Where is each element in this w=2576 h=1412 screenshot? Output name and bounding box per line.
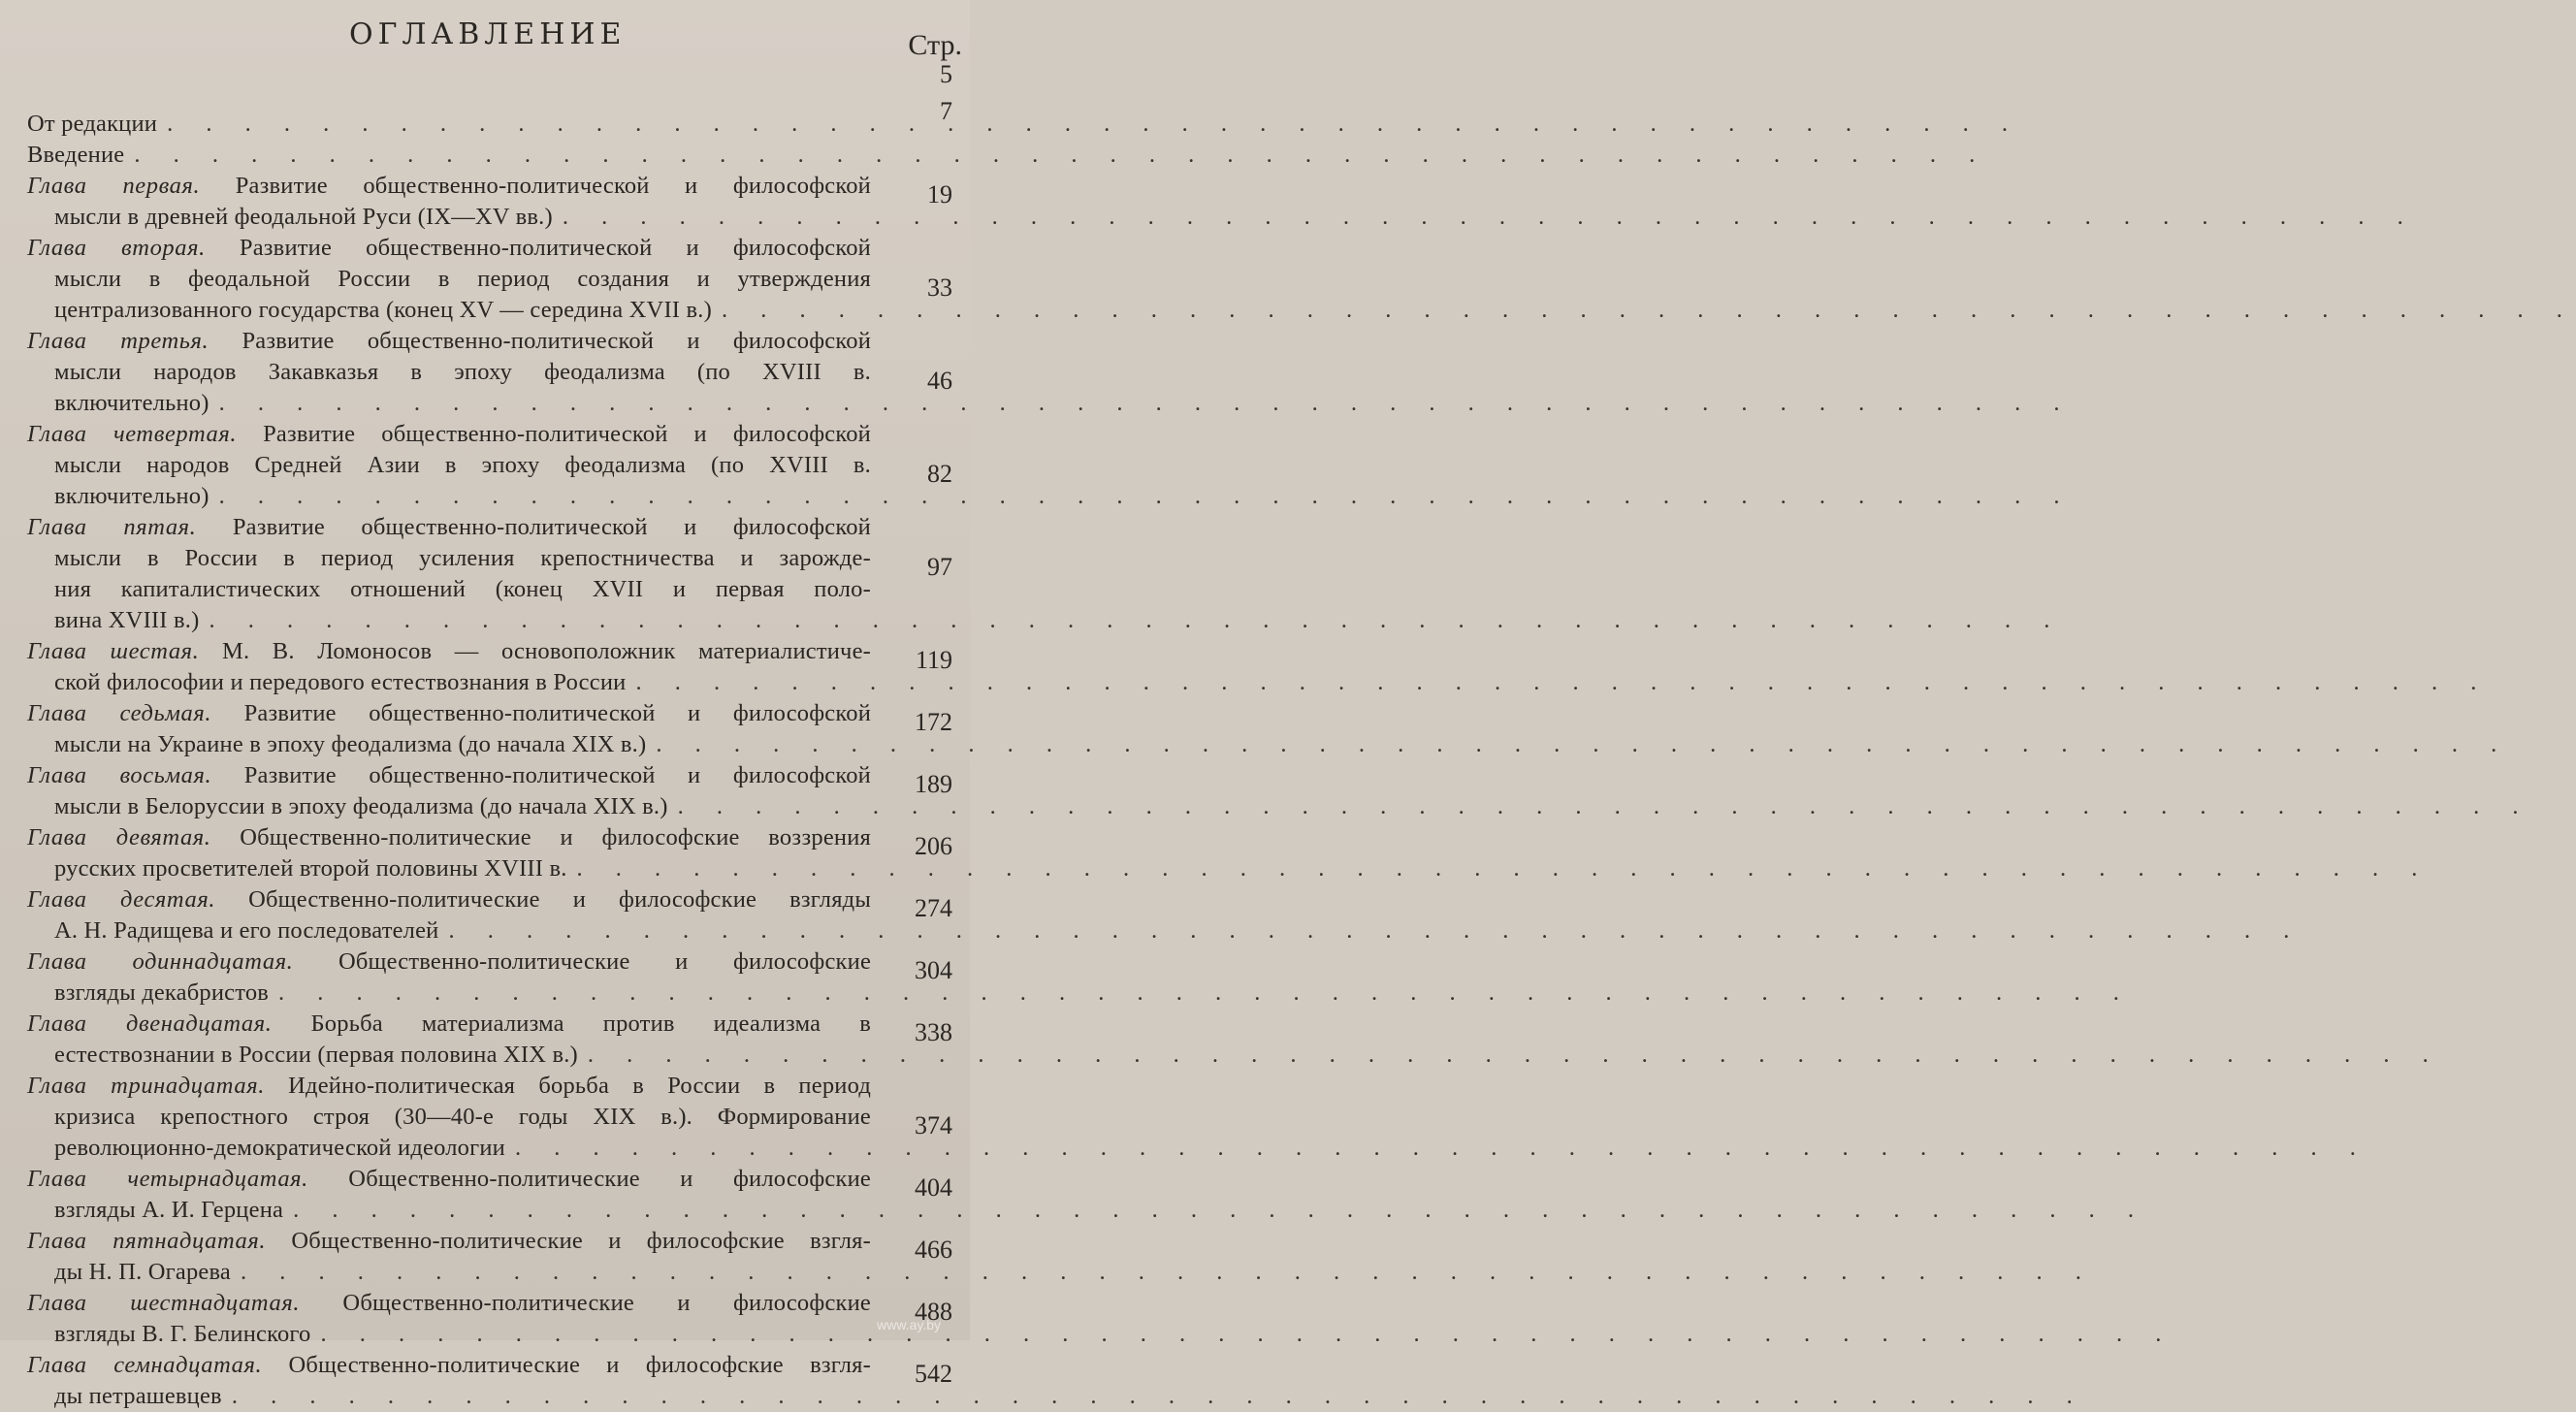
page-number: 97: [927, 553, 952, 581]
entry-text: ской философии и передового естествознания в России: [54, 669, 627, 695]
dot-leader: [219, 481, 2074, 512]
page-number: 82: [927, 460, 952, 488]
chapter-label: Глава одиннадцатая.: [27, 948, 294, 975]
toc-entry[interactable]: [27, 171, 871, 233]
toc-page: [0, 0, 970, 1409]
entry-text: мысли в России в период усиления крепостничества и зарожде-: [54, 545, 871, 571]
toc-entry[interactable]: [27, 109, 871, 140]
entry-text: Общественно-политические и философские воззрения: [240, 824, 872, 850]
toc-entry[interactable]: [27, 233, 871, 326]
entry-text: взгляды декабристов: [54, 979, 270, 1006]
toc-entry[interactable]: [27, 884, 871, 947]
page-number: 5: [940, 60, 952, 88]
entry-text: Развитие общественно-политической и философской: [263, 421, 871, 447]
toc-entry[interactable]: [27, 1226, 871, 1288]
entry-text: Развитие общественно-политической и философской: [232, 514, 871, 540]
page-number: 274: [915, 894, 952, 922]
dot-leader: [278, 978, 2133, 1009]
entry-text: Развитие общественно-политической и философской: [243, 762, 871, 788]
entry-text: мысли в Белоруссии в эпоху феодализма (до начала XIX в.): [54, 793, 668, 819]
entry-text: Развитие общественно-политической и философской: [242, 328, 872, 354]
toc-entry[interactable]: [27, 636, 871, 698]
entry-text: мысли на Украине в эпоху феодализма (до начала XIX в.): [54, 731, 647, 757]
entry-text: Введение: [27, 142, 125, 168]
dot-leader: [678, 791, 2532, 822]
page-column-header: Стр.: [908, 29, 962, 61]
entry-text: Борьба материализма против идеализма в: [310, 1011, 872, 1037]
entry-text: Общественно-политические и философские: [348, 1166, 871, 1192]
entry-text: естествознании в России (первая половина XIX в.): [54, 1042, 578, 1068]
toc-entry[interactable]: [27, 947, 871, 1009]
chapter-label: Глава тринадцатая.: [27, 1073, 265, 1099]
chapter-label: Глава седьмая.: [27, 700, 212, 726]
entry-text: Развитие общественно-политической и философской: [235, 173, 871, 199]
entry-text: Общественно-политические и философские взгляды: [248, 886, 871, 913]
entry-text: Идейно-политическая борьба в России в период: [288, 1073, 871, 1099]
entry-text: включительно): [54, 390, 209, 416]
page-number: 46: [927, 367, 952, 395]
entry-text: вина XVIII в.): [54, 607, 200, 633]
watermark: www.ay.by: [877, 1317, 941, 1332]
entry-text: включительно): [54, 483, 209, 509]
chapter-label: Глава семнадцатая.: [27, 1352, 263, 1378]
toc-entry[interactable]: [27, 140, 871, 171]
entry-text: М. В. Ломоносов — основоположник материалистиче-: [221, 638, 872, 664]
page-number: 304: [915, 956, 952, 984]
toc-entry[interactable]: [27, 1350, 871, 1412]
entry-text: От редакции: [27, 111, 158, 137]
entry-text: централизованного государства (конец XV — середина XVII в.): [54, 297, 712, 323]
entry-text: ды Н. П. Огарева: [54, 1259, 231, 1285]
entry-text: Общественно-политические и философские: [338, 948, 872, 975]
entry-text: кризиса крепостного строя (30—40-е годы XIX в.). Формирование: [54, 1104, 871, 1130]
dot-leader: [563, 202, 2417, 233]
entry-text: ды петрашевцев: [54, 1383, 222, 1409]
toc-entry[interactable]: [27, 822, 871, 884]
entry-text: Общественно-политические и философские взгля-: [288, 1352, 872, 1378]
entry-text: взгляды В. Г. Белинского: [54, 1321, 311, 1347]
entry-text: Общественно-политические и философские: [342, 1290, 872, 1316]
toc-entry[interactable]: [27, 1071, 871, 1164]
page-number: 466: [915, 1236, 952, 1264]
toc-entry[interactable]: [27, 512, 871, 636]
entry-text: мысли народов Средней Азии в эпоху феодализма (по XVIII в.: [54, 452, 871, 478]
entry-text: А. Н. Радищева и его последователей: [54, 917, 439, 944]
chapter-label: Глава четырнадцатая.: [27, 1166, 308, 1192]
toc-entry[interactable]: [27, 1009, 871, 1071]
dot-leader: [515, 1133, 2369, 1164]
page-number: 19: [927, 180, 952, 209]
dot-leader: [232, 1381, 2086, 1412]
chapter-label: Глава двенадцатая.: [27, 1011, 273, 1037]
page-number: 33: [927, 273, 952, 302]
entry-text: русских просветителей второй половины XVIII в.: [54, 855, 567, 882]
entry-text: революционно-демократической идеологии: [54, 1135, 505, 1161]
page-number: 7: [940, 97, 952, 125]
page-number: 206: [915, 832, 952, 860]
entry-text: ния капиталистических отношений (конец XVII и первая поло-: [54, 576, 871, 602]
toc-entry[interactable]: [27, 698, 871, 760]
page-number: 338: [915, 1018, 952, 1046]
page-number: 374: [915, 1111, 952, 1139]
chapter-label: Глава десятая.: [27, 886, 216, 913]
dot-leader: [293, 1195, 2147, 1226]
chapter-label: Глава первая.: [27, 173, 201, 199]
entry-text: Общественно-политические и философские взгля-: [291, 1228, 871, 1254]
chapter-label: Глава четвертая.: [27, 421, 238, 447]
chapter-label: Глава пятая.: [27, 514, 197, 540]
entry-text: Развитие общественно-политической и философской: [243, 700, 872, 726]
chapter-label: Глава вторая.: [27, 235, 206, 261]
toc-entry[interactable]: [27, 1164, 871, 1226]
dot-leader: [722, 295, 2576, 326]
page-number: 172: [915, 708, 952, 736]
dot-leader: [219, 388, 2074, 419]
dot-leader: [241, 1257, 2095, 1288]
chapter-label: Глава третья.: [27, 328, 209, 354]
chapter-label: Глава пятнадцатая.: [27, 1228, 267, 1254]
dot-leader: [167, 109, 2021, 140]
dot-leader: [321, 1319, 2175, 1350]
chapter-label: Глава шестнадцатая.: [27, 1290, 301, 1316]
toc-entry[interactable]: [27, 326, 871, 419]
dot-leader: [449, 915, 2303, 947]
page-number: 404: [915, 1173, 952, 1202]
toc-entry[interactable]: [27, 1288, 871, 1350]
chapter-label: Глава восьмая.: [27, 762, 212, 788]
dot-leader: [577, 853, 2431, 884]
page-number: 189: [915, 770, 952, 798]
dot-leader: [209, 605, 2063, 636]
toc-title: ОГЛАВЛЕНИЕ: [349, 17, 627, 51]
entry-text: мысли в феодальной России в период создания и утверждения: [54, 266, 871, 292]
toc-entry[interactable]: [27, 419, 871, 512]
page-number: 119: [915, 646, 952, 674]
page-number: 488: [915, 1298, 952, 1326]
dot-leader: [134, 140, 1988, 171]
dot-leader: [588, 1040, 2442, 1071]
entry-text: мысли в древней феодальной Руси (IX—XV вв.): [54, 204, 553, 230]
entry-text: Развитие общественно-политической и философской: [239, 235, 871, 261]
chapter-label: Глава шестая.: [27, 638, 200, 664]
entry-text: взгляды А. И. Герцена: [54, 1197, 284, 1223]
toc-entry[interactable]: [27, 760, 871, 822]
page-number: 542: [915, 1360, 952, 1388]
chapter-label: Глава девятая.: [27, 824, 211, 850]
entry-text: мысли народов Закавказья в эпоху феодализма (по XVIII в.: [54, 359, 871, 385]
